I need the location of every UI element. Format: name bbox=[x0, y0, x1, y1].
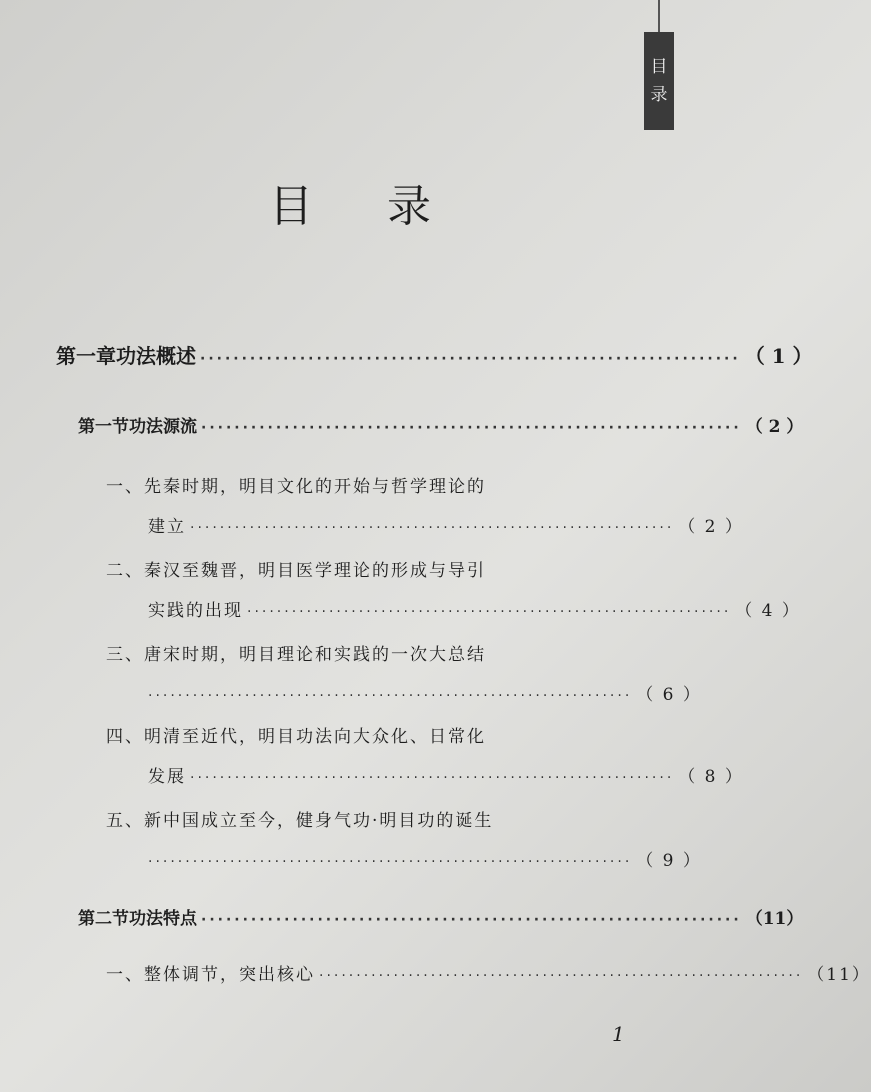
side-tab-char-1: 目 bbox=[650, 57, 668, 77]
toc-entry-section-1[interactable] bbox=[78, 412, 804, 437]
toc-item-4-line-1[interactable]: 四、明清至近代，明目功法向大众化、日常化 bbox=[106, 727, 486, 747]
dot-leader: ································································· bbox=[148, 854, 633, 870]
toc-item-2[interactable] bbox=[148, 596, 801, 621]
dot-leader: ································································· bbox=[190, 770, 675, 786]
toc-entry-section-2[interactable] bbox=[78, 904, 804, 929]
dot-leader: ································································· bbox=[190, 520, 675, 536]
toc-item-1-line-1[interactable]: 一、先秦时期，明目文化的开始与哲学理论的 bbox=[106, 477, 486, 497]
item-text: 实践的出现 bbox=[148, 601, 243, 621]
page-number: （ 9 ） bbox=[636, 851, 702, 871]
page-number: （ 2 ） bbox=[678, 517, 744, 537]
item-text: 发展 bbox=[148, 767, 186, 787]
page-number: （ 1 ） bbox=[744, 344, 813, 368]
toc-item-2-line-1[interactable]: 二、秦汉至魏晋，明目医学理论的形成与导引 bbox=[106, 561, 486, 581]
dot-leader: ································································· bbox=[319, 968, 804, 984]
toc-item-3[interactable] bbox=[148, 680, 702, 705]
toc-item-5-line-1[interactable]: 五、新中国成立至今，健身气功·明目功的诞生 bbox=[106, 811, 494, 831]
section-number: 第二节 bbox=[78, 909, 129, 929]
page-folio: 1 bbox=[612, 1022, 625, 1046]
page-number: （ 8 ） bbox=[678, 767, 744, 787]
tab-line bbox=[658, 0, 660, 32]
page-number: （11） bbox=[807, 965, 871, 985]
toc-item-4[interactable] bbox=[148, 762, 744, 787]
page-number: （ 4 ） bbox=[735, 601, 801, 621]
page-number: （ 6 ） bbox=[636, 685, 702, 705]
section-number: 第一节 bbox=[78, 417, 129, 437]
toc-entry-chapter-1[interactable] bbox=[56, 340, 813, 369]
page-number: （ 2 ） bbox=[745, 417, 804, 437]
section-title: 功法源流 bbox=[129, 417, 197, 437]
toc-item-3-line-1[interactable]: 三、唐宋时期，明目理论和实践的一次大总结 bbox=[106, 645, 486, 665]
page-number: （11） bbox=[745, 909, 804, 929]
chapter-title: 功法概述 bbox=[116, 344, 196, 368]
dot-leader: ································································· bbox=[148, 688, 633, 704]
dot-leader: ································································· bbox=[200, 351, 741, 367]
dot-leader: ································································· bbox=[201, 912, 742, 928]
chapter-number: 第一章 bbox=[56, 344, 116, 368]
page-title: 目 录 bbox=[269, 181, 461, 232]
toc-item-5[interactable] bbox=[148, 846, 702, 871]
item-text: 一、整体调节，突出核心 bbox=[106, 965, 315, 985]
item-text: 建立 bbox=[148, 517, 186, 537]
contents-side-tab bbox=[644, 32, 674, 130]
toc-item-6[interactable] bbox=[106, 960, 871, 985]
side-tab-char-2: 录 bbox=[650, 85, 668, 105]
dot-leader: ································································· bbox=[247, 604, 732, 620]
toc-item-1[interactable] bbox=[148, 512, 744, 537]
dot-leader: ································································· bbox=[201, 420, 742, 436]
section-title: 功法特点 bbox=[129, 909, 197, 929]
